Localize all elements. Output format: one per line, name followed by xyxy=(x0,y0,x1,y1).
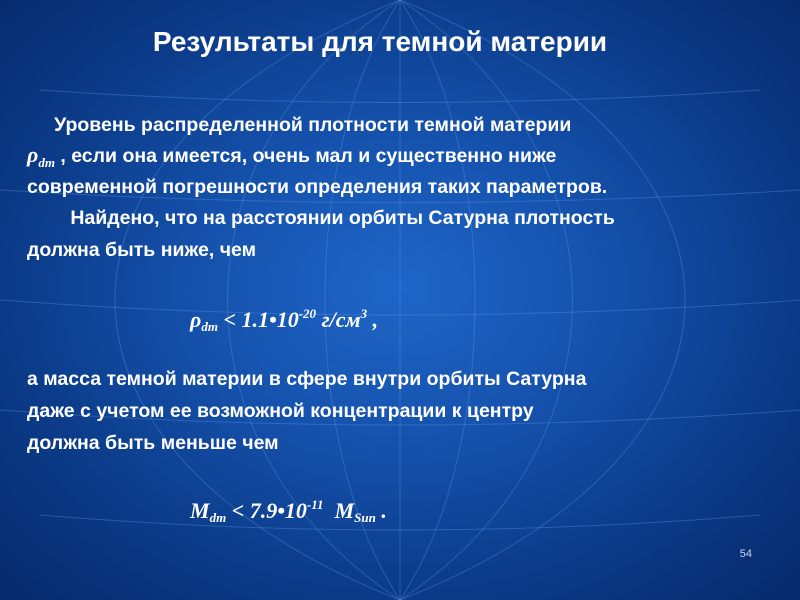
paragraph-line-2-text: , если она имеется, очень мал и существенно ниже xyxy=(54,145,557,167)
formula1-tail: , xyxy=(367,307,379,332)
rho-symbol: ρ xyxy=(27,142,39,167)
formula1-exponent: -20 xyxy=(298,306,317,321)
formula1-subscript: dm xyxy=(201,319,218,334)
formula2-unit-subscript: Sun xyxy=(354,510,376,525)
formula1-relation: < 1.1•10 xyxy=(217,307,299,332)
formula2-unit: M xyxy=(323,498,355,523)
density-formula xyxy=(190,299,378,342)
paragraph-line-4: Найдено, что на расстоянии орбиты Сатурна плотность xyxy=(27,207,615,229)
paragraph2-line-1: а масса темной материи в сфере внутри орбиты Сатурна xyxy=(27,368,587,390)
formula2-relation: < 7.9•10 xyxy=(226,498,307,523)
formula2-subscript: dm xyxy=(209,510,227,525)
paragraph2-line-2: даже с учетом ее возможной концентрации к центру xyxy=(27,400,534,422)
slide-title: Результаты для темной материи xyxy=(152,26,608,57)
mass-formula xyxy=(190,490,387,533)
formula1-unit: г/см xyxy=(316,307,361,332)
paragraph2-line-3: должна быть меньше чем xyxy=(27,432,279,454)
formula2-exponent: -11 xyxy=(306,497,324,512)
paragraph-line-1: Уровень распределенной плотности темной материи xyxy=(27,114,572,136)
paragraph-line-5: должна быть ниже, чем xyxy=(27,239,257,261)
paragraph-line-3: современной погрешности определения таких параметров. xyxy=(27,176,608,198)
formula1-unit-exponent: 3 xyxy=(360,306,368,321)
page-number: 54 xyxy=(739,548,752,560)
formula2-tail: . xyxy=(375,498,387,523)
formula2-symbol: M xyxy=(190,498,210,523)
formula1-symbol: ρ xyxy=(190,307,202,332)
rho-subscript: dm xyxy=(38,154,55,170)
